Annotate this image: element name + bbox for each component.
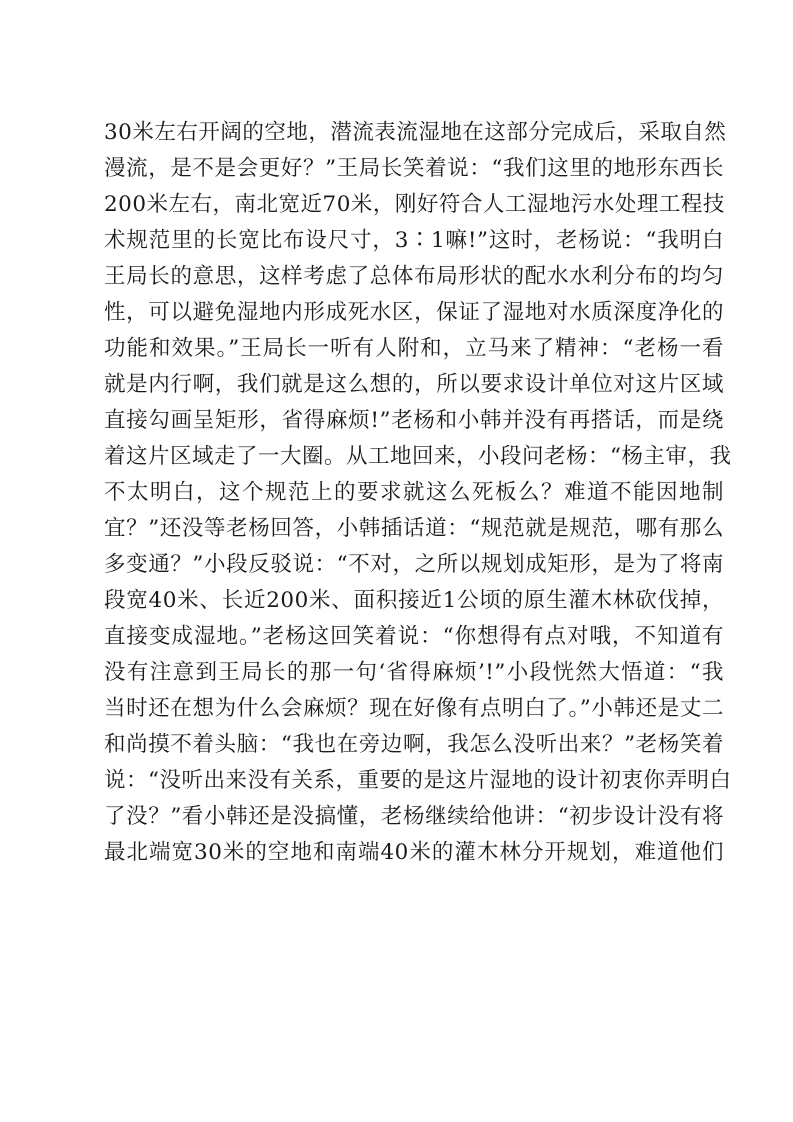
body-text <box>104 115 732 871</box>
text-line: 着这片区域走了一大圈。从工地回来，小段问老杨：“杨主审，我 <box>104 444 732 469</box>
text-line: 宜？”还没等老杨回答，小韩插话道：“规范就是规范，哪有那么 <box>104 516 724 541</box>
text-line: 性，可以避免湿地内形成死水区，保证了湿地对水质深度净化的 <box>104 300 724 325</box>
text-line: 术规范里的长宽比布设尺寸，3∶1嘛!”这时，老杨说：“我明白 <box>104 228 724 253</box>
text-line: 就是内行啊，我们就是这么想的，所以要求设计单位对这片区域 <box>104 372 724 397</box>
text-line: 功能和效果。”王局长一听有人附和，立马来了精神：“老杨一看 <box>104 336 724 361</box>
text-line: 直接勾画呈矩形，省得麻烦!”老杨和小韩并没有再搭话，而是绕 <box>104 408 724 433</box>
text-line: 说：“没听出来没有关系，重要的是这片湿地的设计初衷你弄明白 <box>104 768 732 793</box>
text-line: 当时还在想为什么会麻烦？现在好像有点明白了。”小韩还是丈二 <box>104 696 724 721</box>
text-line: 多变通？”小段反驳说：“不对，之所以规划成矩形，是为了将南 <box>104 552 724 577</box>
text-line: 直接变成湿地。”老杨这回笑着说：“你想得有点对哦，不知道有 <box>104 624 724 649</box>
text-line: 不太明白，这个规范上的要求就这么死板么？难道不能因地制 <box>104 480 724 505</box>
text-line: 200米左右，南北宽近70米，刚好符合人工湿地污水处理工程技 <box>104 192 725 217</box>
text-line: 了没？”看小韩还是没搞懂，老杨继续给他讲：“初步设计没有将 <box>104 804 724 829</box>
text-line: 王局长的意思，这样考虑了总体布局形状的配水水利分布的均匀 <box>104 264 724 289</box>
text-line: 和尚摸不着头脑：“我也在旁边啊，我怎么没听出来？”老杨笑着 <box>104 732 724 757</box>
text-line: 没有注意到王局长的那一句‘省得麻烦’!”小段恍然大悟道：“我 <box>104 660 724 685</box>
text-line: 漫流，是不是会更好？”王局长笑着说：“我们这里的地形东西长 <box>104 156 724 181</box>
text-line: 段宽40米、长近200米、面积接近1公顷的原生灌木林砍伐掉， <box>104 588 724 613</box>
text-line: 最北端宽30米的空地和南端40米的灌木林分开规划，难道他们 <box>104 840 724 865</box>
text-line: 30米左右开阔的空地，潜流表流湿地在这部分完成后，采取自然 <box>104 120 727 145</box>
